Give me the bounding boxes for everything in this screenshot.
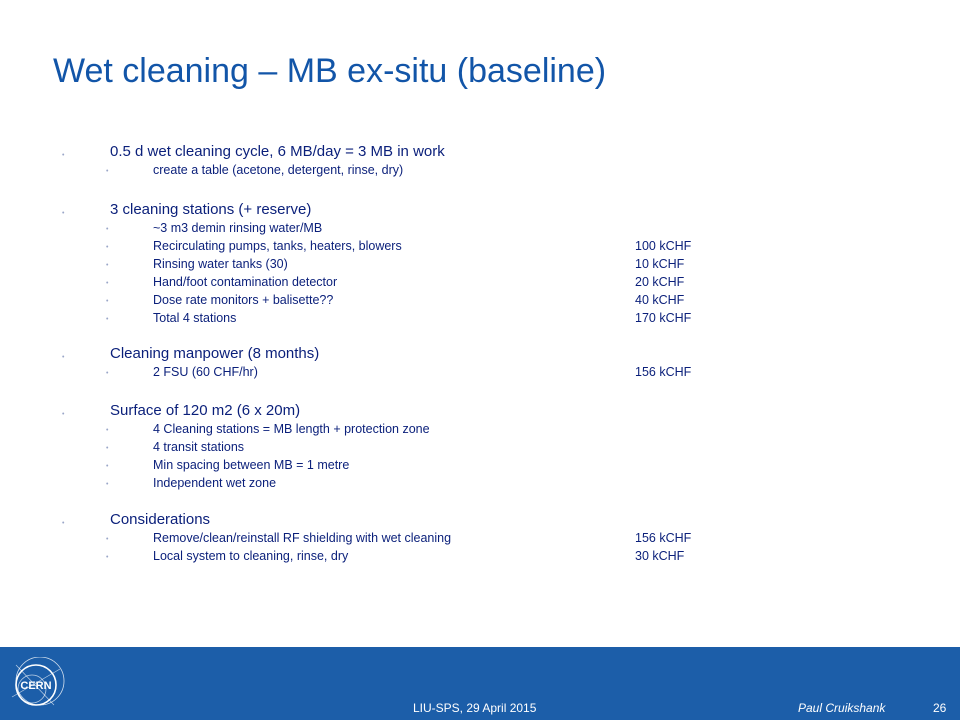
cost-value: 20 kCHF bbox=[635, 275, 685, 289]
list-item: Rinsing water tanks (30) bbox=[153, 257, 288, 271]
cost-value: 156 kCHF bbox=[635, 531, 692, 545]
list-item: 2 FSU (60 CHF/hr) bbox=[153, 365, 258, 379]
cost-value: 100 kCHF bbox=[635, 239, 692, 253]
bullet-icon: • bbox=[106, 168, 109, 175]
list-item: Local system to cleaning, rinse, dry bbox=[153, 549, 349, 563]
bullet-icon: • bbox=[106, 280, 109, 287]
cost-value: 170 kCHF bbox=[635, 311, 692, 325]
page-number: 26 bbox=[933, 701, 947, 715]
cern-logo bbox=[10, 657, 66, 713]
list-item: 4 transit stations bbox=[153, 440, 245, 454]
bullet-icon: • bbox=[62, 152, 65, 159]
list-item: Dose rate monitors + balisette?? bbox=[153, 293, 334, 307]
cost-value: 10 kCHF bbox=[635, 257, 685, 271]
footer-event: LIU-SPS, 29 April 2015 bbox=[413, 701, 537, 715]
list-item: Independent wet zone bbox=[153, 476, 277, 490]
bullet-icon: • bbox=[106, 316, 109, 323]
bullet-icon: • bbox=[106, 262, 109, 269]
list-item: Hand/foot contamination detector bbox=[153, 275, 338, 289]
list-item: 4 Cleaning stations = MB length + protection zone bbox=[153, 422, 430, 436]
list-item: Min spacing between MB = 1 metre bbox=[153, 458, 350, 472]
bullet-icon: • bbox=[106, 298, 109, 305]
cost-value: 156 kCHF bbox=[635, 365, 692, 379]
bullet-icon: • bbox=[106, 481, 109, 488]
logo-text: CERN bbox=[20, 680, 52, 692]
bullet-icon: • bbox=[62, 411, 65, 418]
bullet-icon: • bbox=[106, 370, 109, 377]
slide-title: Wet cleaning – MB ex-situ (baseline) bbox=[53, 52, 607, 90]
list-item: Remove/clean/reinstall RF shielding with wet cleaning bbox=[153, 531, 452, 545]
bullet-icon: • bbox=[106, 463, 109, 470]
bullet-icon: • bbox=[106, 445, 109, 452]
list-item: Recirculating pumps, tanks, heaters, blowers bbox=[153, 239, 402, 253]
section-heading: 0.5 d wet cleaning cycle, 6 MB/day = 3 MB in work bbox=[110, 143, 445, 160]
cost-value: 40 kCHF bbox=[635, 293, 685, 307]
bullet-icon: • bbox=[62, 520, 65, 527]
list-item: create a table (acetone, detergent, rinse, dry) bbox=[153, 163, 404, 177]
bullet-icon: • bbox=[106, 226, 109, 233]
slide-footer bbox=[0, 647, 960, 720]
list-item: Total 4 stations bbox=[153, 311, 237, 325]
list-item: ~3 m3 demin rinsing water/MB bbox=[153, 221, 323, 235]
cost-value: 30 kCHF bbox=[635, 549, 685, 563]
bullet-icon: • bbox=[62, 210, 65, 217]
footer-author: Paul Cruikshank bbox=[798, 701, 886, 715]
bullet-icon: • bbox=[106, 244, 109, 251]
section-heading: Surface of 120 m2 (6 x 20m) bbox=[110, 402, 301, 419]
section-heading: Cleaning manpower (8 months) bbox=[110, 345, 320, 362]
bullet-icon: • bbox=[106, 427, 109, 434]
bullet-icon: • bbox=[62, 354, 65, 361]
bullet-icon: • bbox=[106, 554, 109, 561]
section-heading: Considerations bbox=[110, 511, 211, 528]
bullet-icon: • bbox=[106, 536, 109, 543]
section-heading: 3 cleaning stations (+ reserve) bbox=[110, 201, 312, 218]
